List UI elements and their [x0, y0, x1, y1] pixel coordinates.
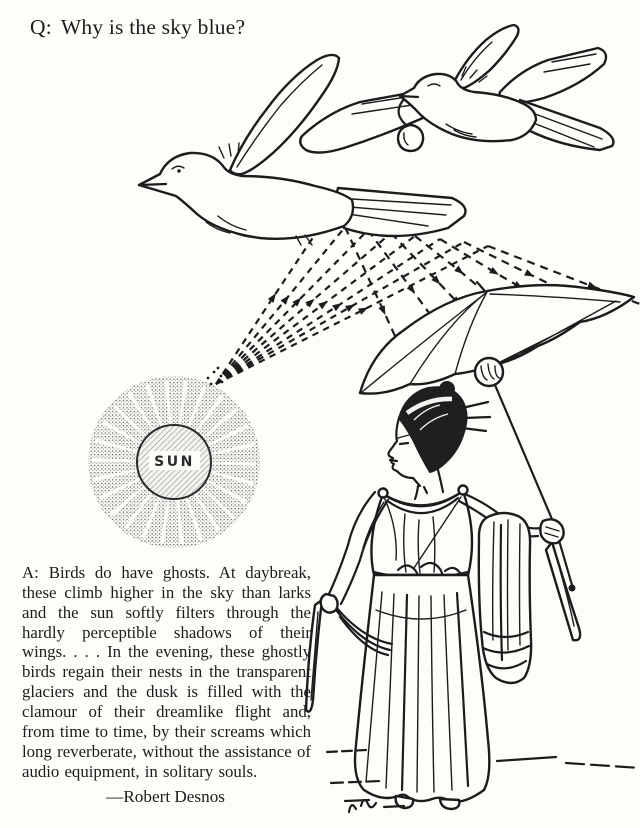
- shawl: [479, 513, 531, 683]
- answer-text: Birds do have ghosts. At daybreak, these climb higher in the sky than larks and the sun softly filters through the hardly perceptible shadows of their wings. . . . In the evening, these ghostly birds regain their nests in the transparent glaciers and the dusk is filled with the clamour of their dreamlike flight and, from time to time, by their screams which long reverberate, without the assistance of audio equipment, in solitary souls.: [22, 562, 311, 781]
- parasol-pole-knob: [569, 585, 576, 592]
- right-hand: [540, 519, 563, 543]
- question-text: Why is the sky blue?: [60, 15, 246, 39]
- cherry-bird-illustration: [398, 25, 614, 151]
- left-shoulder-pin: [379, 489, 388, 498]
- sun-illustration: [88, 376, 260, 548]
- answer-paragraph: [22, 563, 311, 782]
- large-bird-eye: [177, 169, 180, 172]
- skirt: [355, 575, 489, 802]
- attribution: —Robert Desnos: [106, 787, 225, 806]
- cherry: [398, 125, 423, 151]
- woman-with-parasol-illustration: [306, 381, 580, 809]
- left-hand: [321, 594, 338, 613]
- answer-prefix: A:: [22, 562, 39, 582]
- woman-hair-bun: [439, 381, 455, 397]
- question-prefix: Q:: [30, 15, 52, 39]
- sun-label: SUN: [154, 454, 195, 470]
- right-shoulder-pin: [459, 486, 468, 495]
